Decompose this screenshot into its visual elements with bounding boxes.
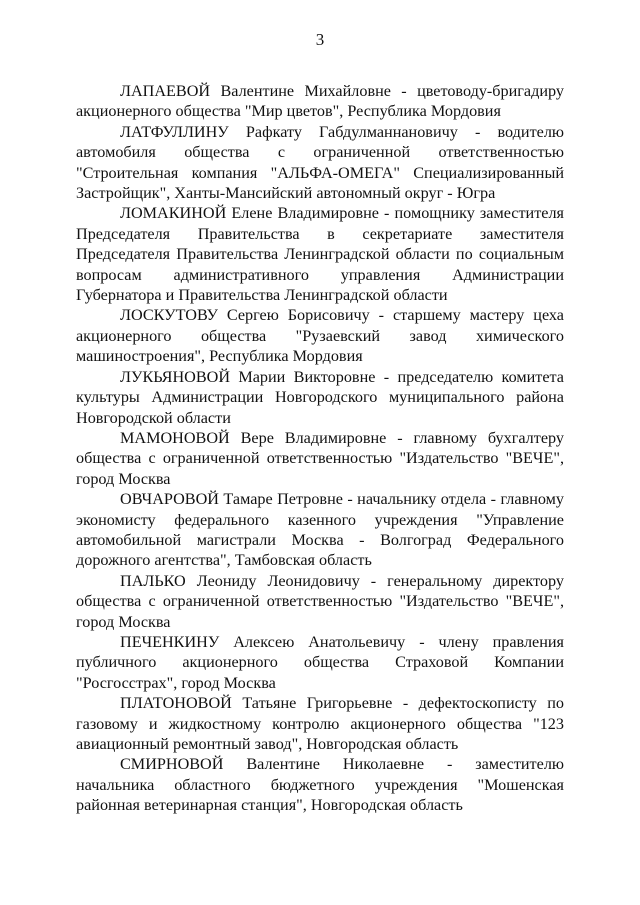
list-item: ПАЛЬКО Леониду Леонидовичу - генеральному директору общества с ограниченной ответственностью "Издательство "ВЕЧЕ", город Москва	[76, 571, 564, 631]
list-item: ОВЧАРОВОЙ Тамаре Петровне - начальнику отдела - главному экономисту федерального казенного учреждения "Управление автомобильной магистрали Москва - Волгоград Федерального дорожного агентства", Тамбовская область	[76, 490, 564, 570]
list-item: ПЕЧЕНКИНУ Алексею Анатольевичу - члену правления публичного акционерного общества Страховой Компании "Росгосстрах", город Москва	[76, 632, 564, 692]
list-item: ЛАТФУЛЛИНУ Рафкату Габдулманнановичу - водителю автомобиля общества с ограниченной ответственностью "Строительная компания "АЛЬФА-ОМЕГА" Специализированный Застройщик", Ханты-Мансийский автономный округ - Югра	[76, 122, 564, 203]
list-item: СМИРНОВОЙ Валентине Николаевне - заместителю начальника областного бюджетного учреждения "Мошенская районная ветеринарная станция", Новгородская область	[76, 755, 564, 815]
page-number: 3	[315, 30, 325, 49]
list-item: МАМОНОВОЙ Вере Владимировне - главному бухгалтеру общества с ограниченной ответственностью "Издательство "ВЕЧЕ", город Москва	[76, 428, 564, 488]
list-item: ЛУКЬЯНОВОЙ Марии Викторовне - председателю комитета культуры Администрации Новгородского муниципального района Новгородской области	[76, 367, 564, 427]
list-item: ЛОМАКИНОЙ Елене Владимировне - помощнику заместителя Председателя Правительства в секретариате заместителя Председателя Правительства Ленинградской области по социальным вопросам административного управления Администрации Губернатора и Правительства Ленинградской области	[76, 204, 564, 305]
list-item: ПЛАТОНОВОЙ Татьяне Григорьевне - дефектоскописту по газовому и жидкостному контролю акционерного общества "123 авиационный ремонтный завод", Новгородская область	[76, 694, 564, 753]
list-item: ЛАПАЕВОЙ Валентине Михайловне - цветоводу-бригадиру акционерного общества "Мир цветов", Республика Мордовия	[76, 82, 564, 121]
list-item: ЛОСКУТОВУ Сергею Борисовичу - старшему мастеру цеха акционерного общества "Рузаевский завод химического машиностроения", Республика Мордовия	[76, 306, 564, 366]
award-list	[76, 81, 564, 816]
